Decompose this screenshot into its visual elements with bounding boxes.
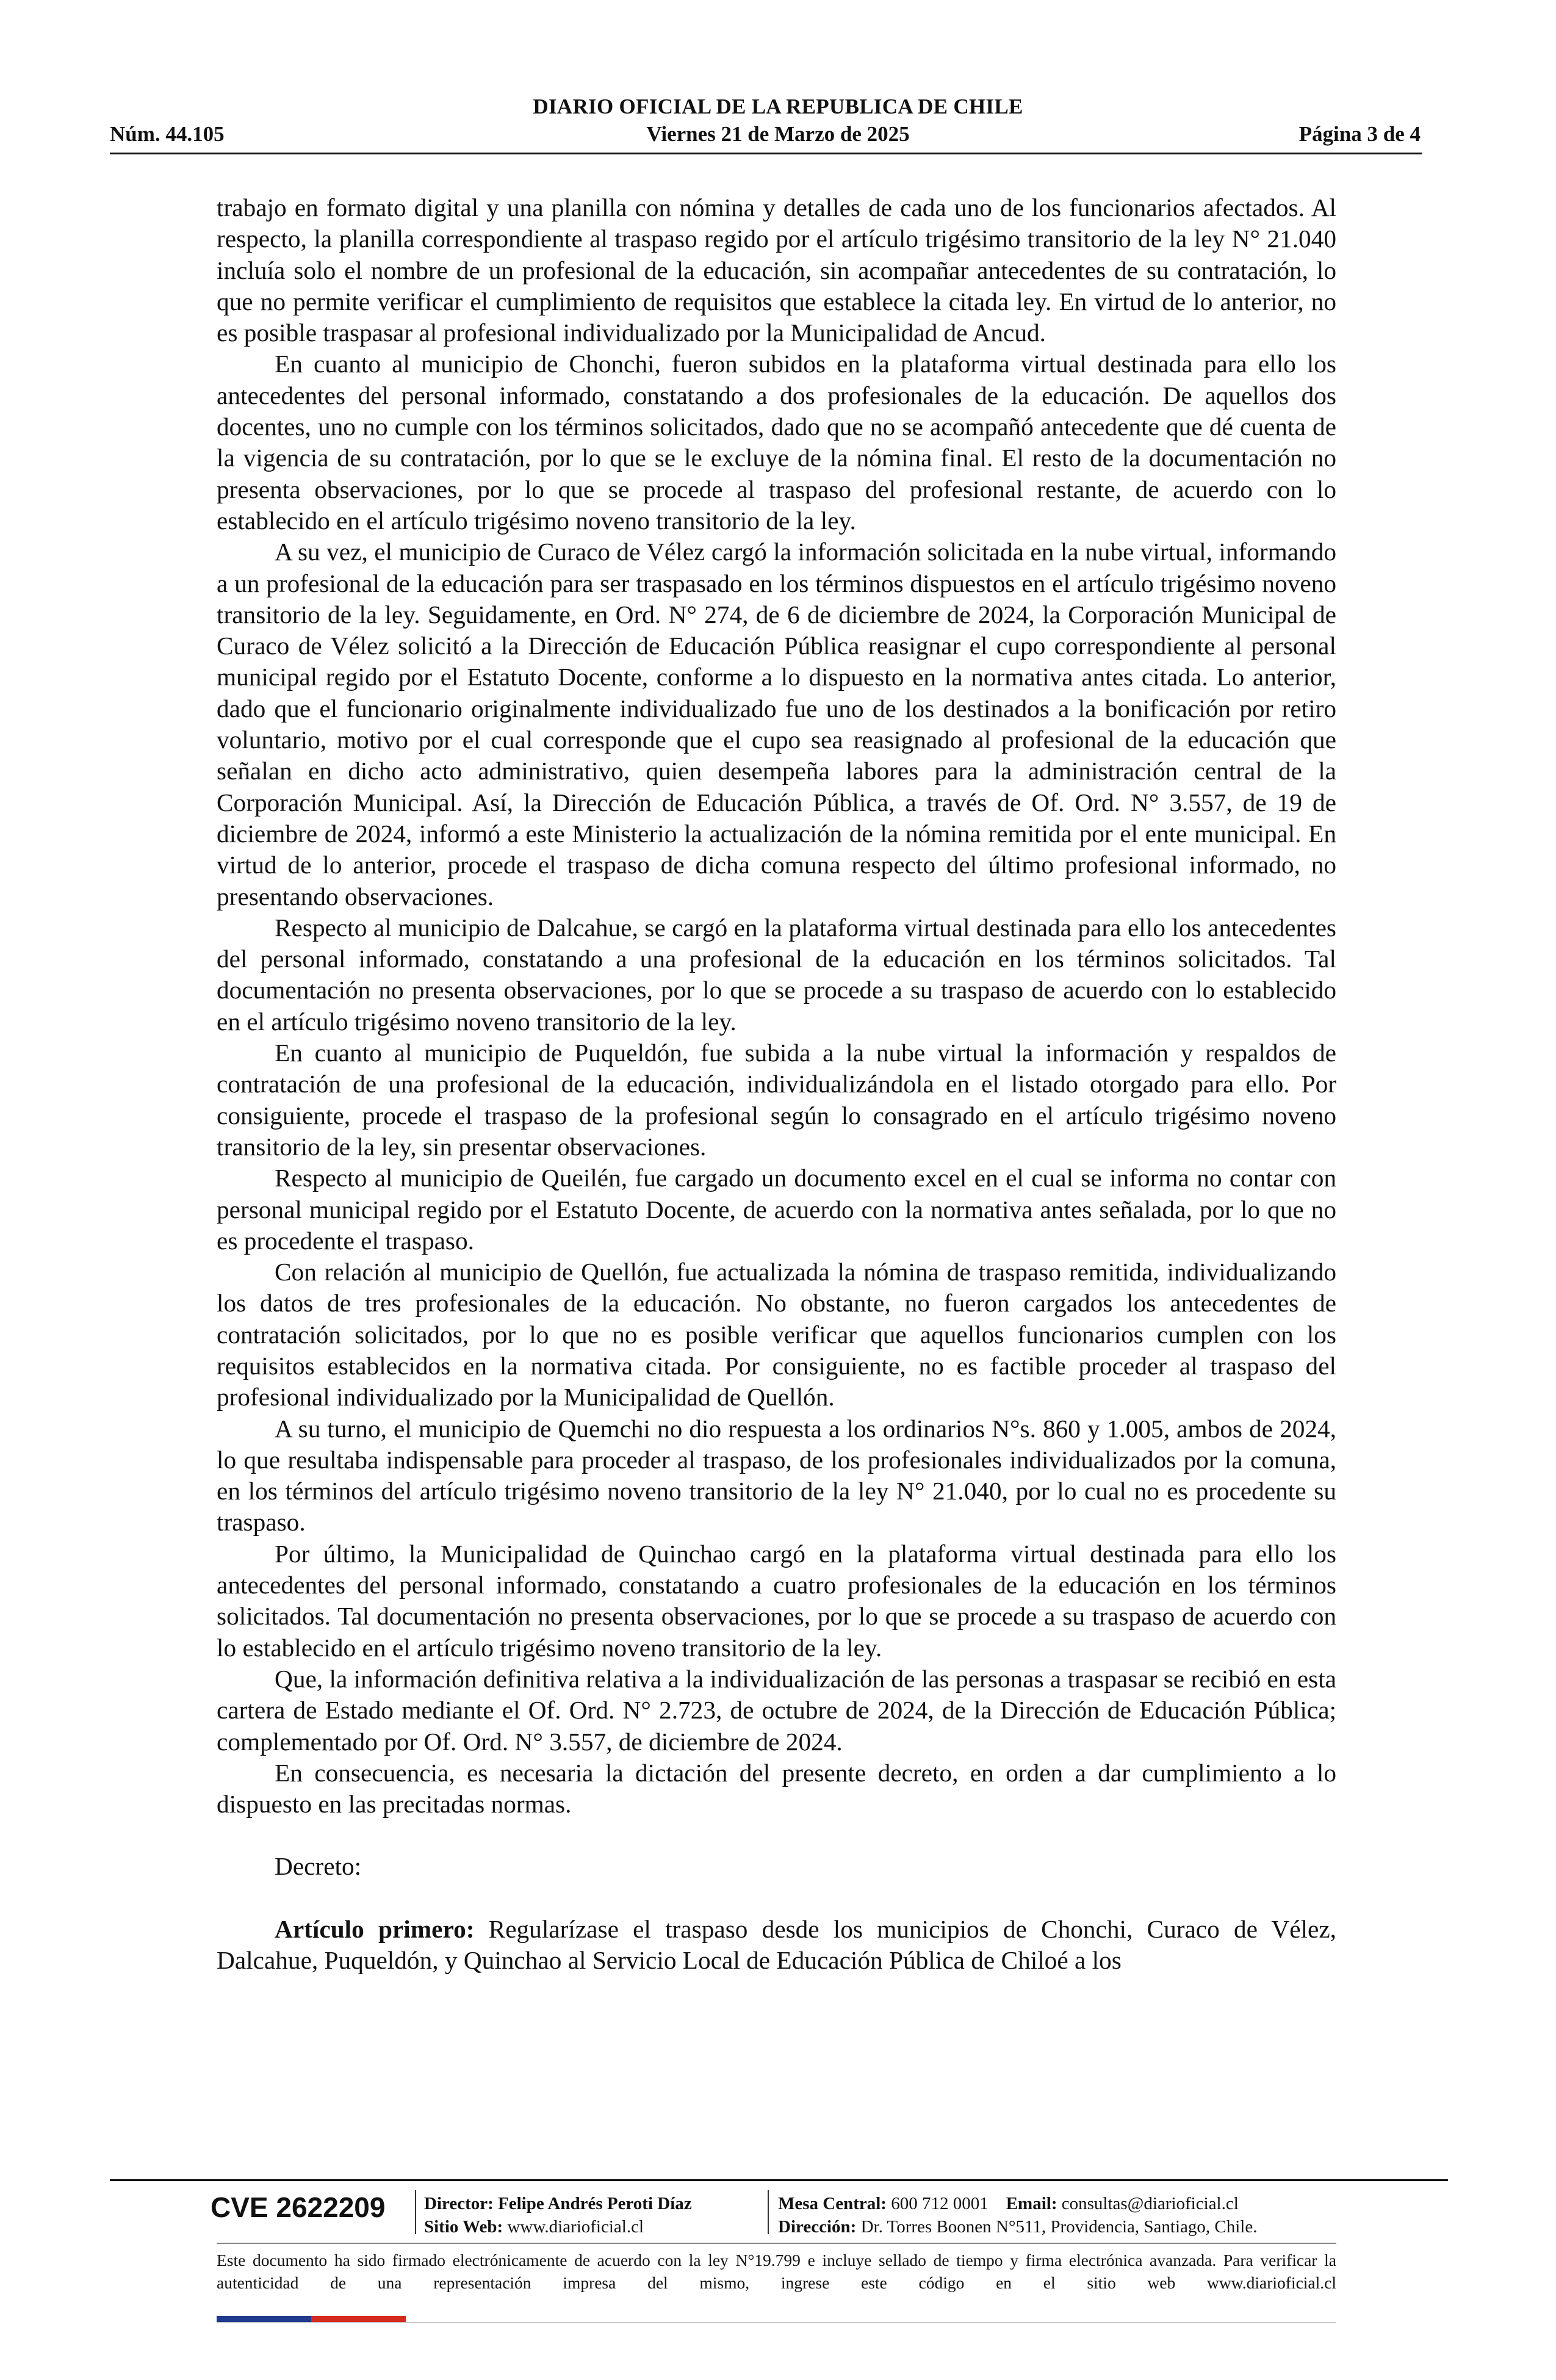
address-label: Dirección: [778,2217,857,2237]
footer-separator [768,2190,769,2234]
flag-red-segment [311,2316,406,2322]
paragraph-ancud: trabajo en formato digital y una planilla con nómina y detalles de cada uno de los funcionarios afectados. Al respecto, la planilla correspondiente al traspaso regido por el artículo trigésimo transitorio de la ley N° 21.040 incluía solo el nombre de un profesional de la educación, sin acompañar antecedentes de su contratación, lo que no permite verificar el cumplimiento de requisitos que establece la citada ley. En virtud de lo anterior, no es posible traspasar al profesional individualizado por la Municipalidad de Ancud. [217,193,1336,347]
footer-director-block [424,2192,692,2238]
email-label: Email: [1006,2194,1057,2213]
footer-note-divider [217,2243,1336,2244]
decreto-heading: Decreto: [275,1852,362,1881]
electronic-signature-note: Este documento ha sido firmado electrónicamente de acuerdo con la ley N°19.799 e incluye sellado de tiempo y firma electrónica avanzada. Para verificar la autenticidad de una representación impresa del mismo, ingrese este código en el sitio web www.diarioficial.cl [217,2251,1336,2292]
document-body [217,192,1336,1976]
spacer [217,1883,1336,1914]
footer-contact-block [778,2192,1257,2238]
footer-bottom-line [217,2322,1336,2323]
paragraph-dalcahue: Respecto al municipio de Dalcahue, se cargó en la plataforma virtual destinada para ello los antecedentes del personal informado, constatando a una profesional de la educación en los términos solicitados. Tal documentación no presenta observaciones, por lo que se procede a su traspaso de acuerdo con lo establecido en el artículo trigésimo noveno transitorio de la ley. [217,913,1336,1036]
paragraph-curaco-de-velez: A su vez, el municipio de Curaco de Vélez cargó la información solicitada en la nube virtual, informando a un profesional de la educación para ser traspasado en los términos dispuestos en el artículo trigésimo noveno transitorio de la ley. Seguidamente, en Ord. N° 274, de 6 de diciembre de 2024, la Corporación Municipal de Curaco de Vélez solicitó a la Dirección de Educación Pública reasignar el cupo correspondiente al personal municipal regido por el Estatuto Docente, conforme a lo dispuesto en la normativa antes citada. Lo anterior, dado que el funcionario originalmente individualizado fue uno de los destinados a la bonificación por retiro voluntario, motivo por el cual corresponde que el cupo sea reasignado al profesional de la educación que señalan en dicho acto administrativo, quien desempeña labores para la administración central de la Corporación Municipal. Así, la Dirección de Educación Pública, a través de Of. Ord. N° 3.557, de 19 de diciembre de 2024, informó a este Ministerio la actualización de la nómina remitida por el ente municipal. En virtud de lo anterior, procede el traspaso de dicha comuna respecto del último profesional informado, no presentando observaciones. [217,538,1336,911]
paragraph-quinchao: Por último, la Municipalidad de Quinchao cargó en la plataforma virtual destinada para ello los antecedentes del personal informado, constatando a cuatro profesionales de la educación en los términos solicitados. Tal documentación no presenta observaciones, por lo que se procede a su traspaso de acuerdo con lo establecido en el artículo trigésimo noveno transitorio de la ley. [217,1539,1336,1662]
website-label: Sitio Web: [424,2217,503,2237]
issue-number: Núm. 44.105 [110,122,225,146]
paragraph-queilen: Respecto al municipio de Queilén, fue cargado un documento excel en el cual se informa no contar con personal municipal regido por el Estatuto Docente, de acuerdo con la normativa antes señalada, por lo que no es procedente el traspaso. [217,1164,1336,1255]
issue-date: Viernes 21 de Marzo de 2025 [646,122,910,146]
director-name: Felipe Andrés Peroti Díaz [498,2194,692,2213]
email-link[interactable]: consultas@diarioficial.cl [1061,2194,1239,2213]
article-first-text: Regularízase el traspaso desde los municipios de Chonchi, Curaco de Vélez, Dalcahue, Puqueldón, y Quinchao al Servicio Local de Educación Pública de Chiloé a los [217,1914,1336,1975]
footer-separator [415,2190,416,2234]
footer-divider [110,2179,1448,2181]
paragraph-quellon: Con relación al municipio de Quellón, fue actualizada la nómina de traspaso remitida, individualizando los datos de tres profesionales de la educación. No obstante, no fueron cargados los antecedentes de contratación solicitados, por lo que no es posible verificar que aquellos funcionarios cumplen con los requisitos establecidos en la normativa citada. Por consiguiente, no es factible proceder al traspaso del profesional individualizado por la Municipalidad de Quellón. [217,1258,1336,1412]
paragraph-chonchi: En cuanto al municipio de Chonchi, fueron subidos en la plataforma virtual destinada para ello los antecedentes del personal informado, constatando a dos profesionales de la educación. De aquellos dos docentes, uno no cumple con los términos solicitados, dado que no se acompañó antecedente que dé cuenta de la vigencia de su contratación, por lo que se le excluye de la nómina final. El resto de la documentación no presenta observaciones, por lo que se procede al traspaso del profesional restante, de acuerdo con lo establecido en el artículo trigésimo noveno transitorio de la ley. [217,350,1336,535]
website-link[interactable]: www.diarioficial.cl [507,2217,644,2237]
paragraph-informacion-definitiva: Que, la información definitiva relativa a la individualización de las personas a traspasar se recibió en esta cartera de Estado mediante el Of. Ord. N° 2.723, de octubre de 2024, de la Dirección de Educación Pública; complementado por Of. Ord. N° 3.557, de diciembre de 2024. [217,1664,1336,1756]
chile-flag-stripe [217,2316,406,2322]
paragraph-consecuencia: En consecuencia, es necesaria la dictación del presente decreto, en orden a dar cumplimiento a lo dispuesto en las precitadas normas. [217,1758,1336,1819]
flag-blue-segment [217,2316,311,2322]
article-first-label: Artículo primero: [275,1914,475,1943]
address-value: Dr. Torres Boonen N°511, Providencia, Santiago, Chile. [860,2217,1258,2237]
mesa-central-phone: 600 712 0001 [891,2194,989,2213]
mesa-central-label: Mesa Central: [778,2194,887,2213]
gazette-title: DIARIO OFICIAL DE LA REPUBLICA DE CHILE [533,95,1023,118]
paragraph-puqueldon: En cuanto al municipio de Puqueldón, fue subida a la nube virtual la información y respaldos de contratación de una profesional de la educación, individualizándola en el listado otorgado para ello. Por consiguiente, procede el traspaso de la profesional según lo consagrado en el artículo trigésimo noveno transitorio de la ley, sin presentar observaciones. [217,1039,1336,1161]
director-label: Director: [424,2194,494,2213]
page-indicator: Página 3 de 4 [1298,122,1421,146]
spacer [217,1820,1336,1851]
cve-code: CVE 2622209 [211,2191,386,2223]
paragraph-quemchi: A su turno, el municipio de Quemchi no dio respuesta a los ordinarios N°s. 860 y 1.005, ambos de 2024, lo que resultaba indispensable para proceder al traspaso, de los profesionales individualizados por la comuna, en los términos del artículo trigésimo noveno transitorio de la ley N° 21.040, por lo cual no es procedente su traspaso. [217,1414,1336,1537]
article-first [217,1914,1336,1977]
header-divider [110,153,1422,154]
